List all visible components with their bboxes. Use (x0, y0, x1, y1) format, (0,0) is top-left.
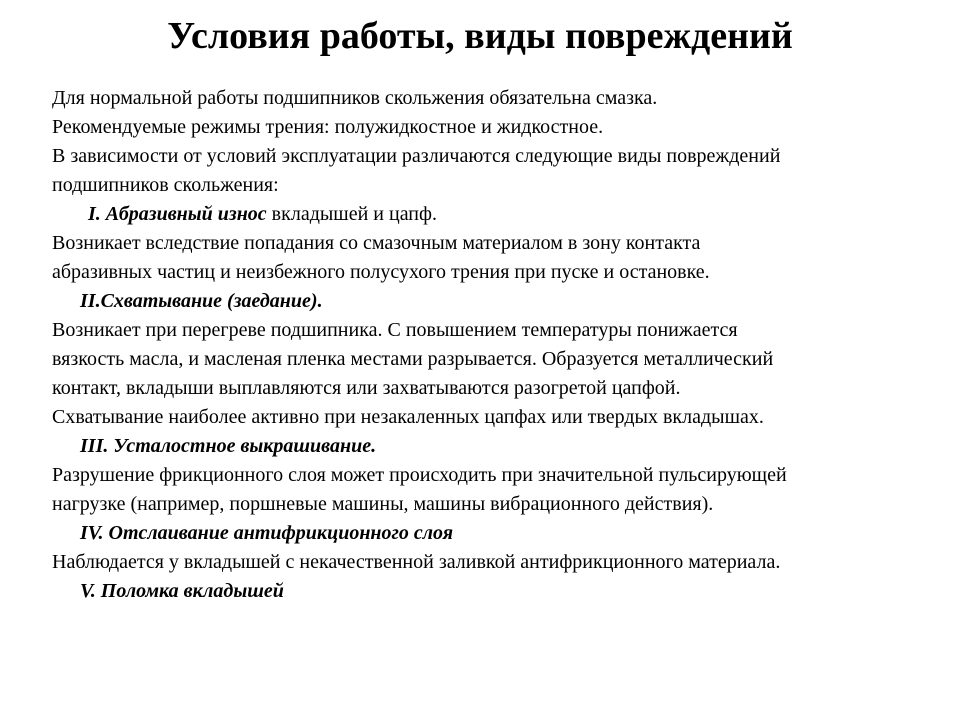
intro-line: Рекомендуемые режимы трения: полужидкостное и жидкостное. (52, 116, 604, 138)
intro-line: подшипников скольжения: (52, 174, 279, 196)
damage-description-line: нагрузке (например, поршневые машины, машины вибрационного действия). (52, 493, 714, 515)
damage-heading-fatigue-spalling: III. Усталостное выкрашивание. (80, 435, 377, 457)
damage-heading-liner-breakage: V. Поломка вкладышей (80, 580, 284, 602)
damage-description-line: Возникает при перегреве подшипника. С повышением температуры понижается (52, 319, 738, 341)
damage-heading-label: I. Абразивный износ (88, 203, 267, 225)
damage-description-line: Наблюдается у вкладышей с некачественной заливкой антифрикционного материала. (52, 551, 781, 573)
damage-description-line: Разрушение фрикционного слоя может происходить при значительной пульсирующей (52, 464, 787, 486)
damage-description-line: вязкость масла, и масленая пленка местами разрывается. Образуется металлический (52, 348, 774, 370)
slide-title: Условия работы, виды повреждений (167, 15, 793, 57)
intro-line: Для нормальной работы подшипников скольжения обязательна смазка. (52, 87, 658, 109)
damage-description-line: Возникает вследствие попадания со смазочным материалом в зону контакта (52, 232, 701, 254)
damage-heading-seizure: II.Схватывание (заедание). (80, 290, 323, 312)
intro-line: В зависимости от условий эксплуатации различаются следующие виды повреждений (52, 145, 781, 167)
damage-heading-abrasive (52, 200, 952, 229)
slide-body (52, 84, 952, 606)
damage-description-line: Схватывание наиболее активно при незакаленных цапфах или твердых вкладышах. (52, 406, 764, 428)
damage-description-line: абразивных частиц и неизбежного полусухого трения при пуске и остановке. (52, 261, 710, 283)
damage-heading-delamination: IV. Отслаивание антифрикционного слоя (80, 522, 454, 544)
damage-description-line: контакт, вкладыши выплавляются или захватываются разогретой цапфой. (52, 377, 681, 399)
damage-heading-tail: вкладышей и цапф. (266, 203, 437, 225)
